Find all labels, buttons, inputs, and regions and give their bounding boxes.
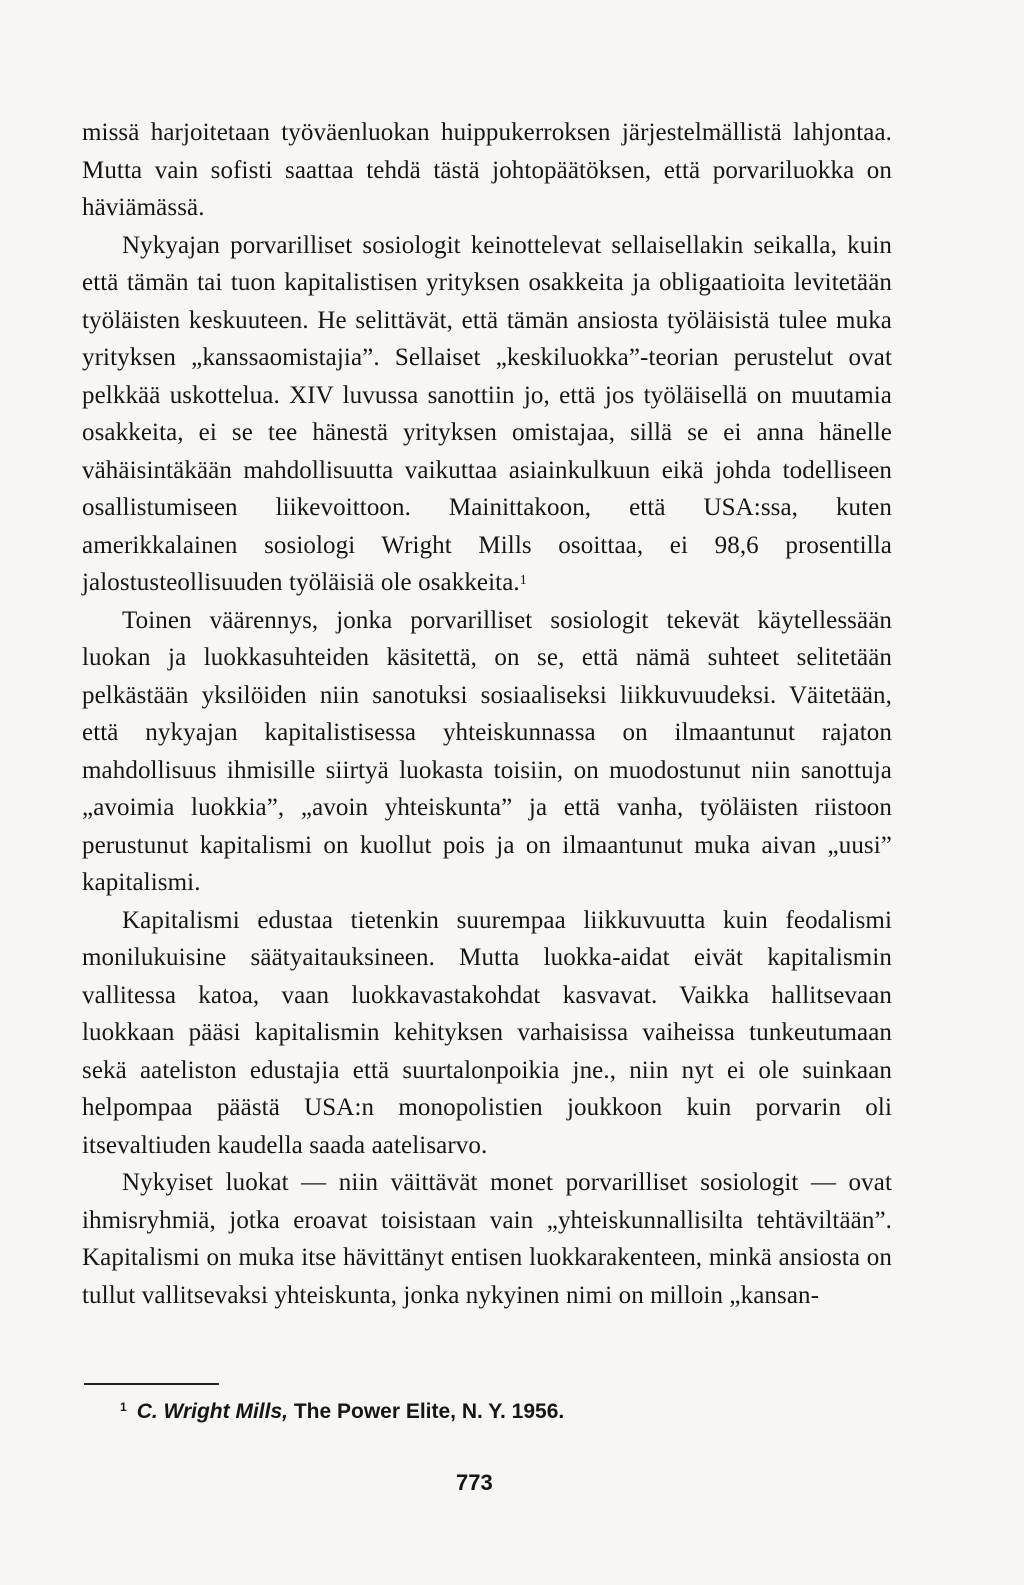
page-number: 773 <box>456 1470 493 1495</box>
footnote-text: The Power Elite, N. Y. 1956. <box>293 1400 565 1423</box>
paragraph-5 <box>82 1164 892 1314</box>
footnote-marker: 1 <box>120 1400 127 1414</box>
paragraph-4 <box>82 902 892 1165</box>
paragraph-text: Toinen väärennys, jonka porvarilliset sosiologit tekevät käytellessään luokan ja luokkasuhteiden käsitettä, on se, että nämä suhteet selitetään pelkästään yksilöiden niin sanotuksi sosiaaliseksi liikkuvuudeksi. Väitetään, että nykyajan kapitalistisessa yhteiskunnassa on ilmaantunut rajaton mahdollisuus ihmisille siirtyä luokasta toisiin, on muodostunut niin sanottuja „avoimia luokkia”, „avoin yhteiskunta” ja että vanha, työläisten riistoon perustunut kapitalismi on kuollut pois ja on ilmaantunut muka aivan „uusi” kapitalismi. <box>82 606 892 896</box>
paragraph-3 <box>82 602 892 902</box>
paragraph-text: missä harjoitetaan työväenluokan huippukerroksen järjestelmällistä lahjontaa. Mutta vain sofisti saattaa tehdä tästä johtopäätöksen, että porvariluokka on häviämässä. <box>82 119 892 221</box>
paragraph-2 <box>82 227 892 602</box>
footnote-divider <box>84 1383 219 1385</box>
paragraph-text: Nykyiset luokat — niin väittävät monet porvarilliset sosiologit — ovat ihmisryhmiä, jotka eroavat toisistaan vain „yhteiskunnallisilta tehtäviltään”. Kapitalismi on muka itse hävittänyt entisen luokkarakenteen, minkä ansiosta on tullut vallitsevaksi yhteiskunta, jonka nykyinen nimi on milloin „kansan- <box>82 1169 892 1309</box>
footnote <box>120 1400 564 1424</box>
paragraph-text: Nykyajan porvarilliset sosiologit keinottelevat sellaisellakin seikalla, kuin että tämän tai tuon kapitalistisen yrityksen osakkeita ja obligaatioita levitetään työläisten keskuuteen. He selittävät, että tämän ansiosta työläisistä tulee muka yrityksen „kanssaomistajia”. Sellaiset „keskiluokka”-teorian perustelut ovat pelkkää uskottelua. XIV luvussa sanottiin jo, että jos työläisellä on muutamia osakkeita, ei se tee hänestä yrityksen omistajaa, sillä se ei anna hänelle vähäisintäkään mahdollisuutta vaikuttaa asiainkulkuun eikä johda todelliseen osallistumiseen liikevoittoon. Mainittakoon, että USA:ssa, kuten amerikkalainen sosiologi Wright Mills osoittaa, ei 98,6 prosentilla jalostusteollisuuden työläisiä ole osakkeita. <box>82 231 892 596</box>
footnote-reference: 1 <box>519 573 527 588</box>
footnote-author: C. Wright Mills, <box>136 1400 288 1423</box>
paragraph-text: Kapitalismi edustaa tietenkin suurempaa liikkuvuutta kuin feodalismi monilukuisine säätyaitauksineen. Mutta luokka-aidat eivät kapitalismin vallitessa katoa, vaan luokkavastakohdat kasvavat. Vaikka hallitsevaan luokkaan pääsi kapitalismin kehityksen varhaisissa vaiheissa tunkeutumaan sekä aateliston edustajia että suurtalonpoikia jne., niin nyt ei ole suinkaan helpompaa päästä USA:n monopolistien joukkoon kuin porvarin oli itsevaltiuden kaudella saada aatelisarvo. <box>82 906 892 1159</box>
body-text <box>82 114 892 1314</box>
paragraph-1 <box>82 114 892 227</box>
